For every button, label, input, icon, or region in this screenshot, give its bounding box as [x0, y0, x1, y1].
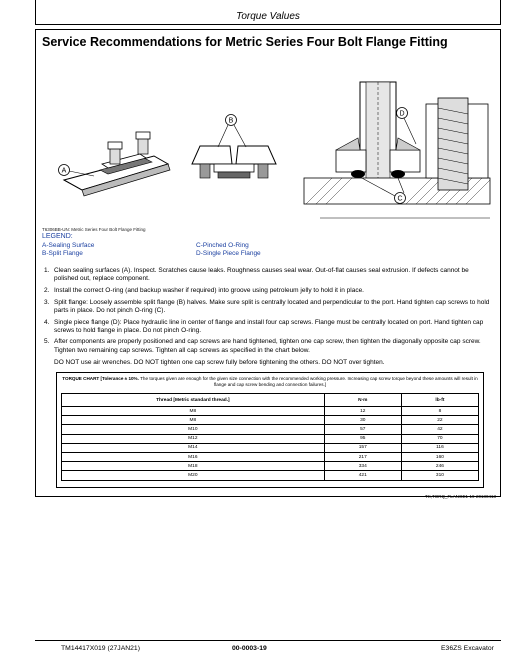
callout-a: A	[61, 167, 67, 175]
column-header: N·m	[324, 394, 401, 407]
footer-model: E36ZS Excavator	[441, 645, 494, 652]
step-item: 1. Clean sealing surfaces (A). Inspect. Scratches cause leaks. Roughness causes seal wear. Out-of-flat causes seal extrusion. If defects cannot be polished out, replace component.	[44, 267, 469, 283]
warning-note: DO NOT use air wrenches. DO NOT tighten one cap screw fully before tightening the others. DO NOT over tighten.	[54, 359, 385, 366]
table-row: M10 57 42	[62, 425, 479, 434]
legend-item: D-Single Piece Flange	[196, 250, 261, 257]
column-header: Thread [Metric standard thread.]	[62, 394, 325, 407]
footer-doc-id: TM14417X019 (27JAN21)	[61, 645, 140, 652]
torque-table	[61, 393, 479, 481]
callout-c: C	[397, 195, 403, 203]
column-header: lb-ft	[401, 394, 478, 407]
legend-item: C-Pinched O-Ring	[196, 242, 249, 249]
section-title: Service Recommendations for Metric Series Four Bolt Flange Fitting	[42, 35, 448, 49]
footer-rule	[35, 640, 501, 641]
callout-b: B	[228, 117, 234, 125]
torque-chart	[56, 372, 484, 488]
reference-code: TX,TORQ_FLANGE1-19-20180413	[425, 494, 496, 499]
table-row: M18 334 246	[62, 462, 479, 471]
step-item: 3. Split flange: Loosely assemble split flange (B) halves. Make sure split is centrally located and perpendicular to the port. Hand tighten cap screws to hold parts in place. Do not pinch O-ring (C).	[44, 298, 490, 314]
footer-page-number: 00-0003-19	[232, 645, 267, 652]
table-row: M20 421 310	[62, 471, 479, 480]
step-item: 5. After components are properly positioned and cap screws are hand tightened, tighten one cap screw, then tighten the diagonally opposite cap screw. Tighten two remaining cap screws. Tighten all cap screws as specified in the chart below.	[44, 338, 481, 354]
flange-illustration-svg	[42, 58, 494, 220]
figure-caption: T6306BB-UN: Metric Series Four Bolt Flange Fitting	[42, 227, 146, 232]
callout-d: D	[399, 110, 405, 118]
flange-cross-section	[302, 82, 492, 218]
table-row: M16 217 160	[62, 452, 479, 461]
top-frame	[35, 0, 501, 25]
table-row: M8 12 8	[62, 407, 479, 416]
table-row: M14 157 116	[62, 443, 479, 452]
content-box	[35, 29, 501, 497]
step-item: 4. Single piece flange (D): Place hydraulic line in center of flange and install four cap screws. Flange must be centrally located on port. Hand tighten cap screws to hold flange in place. Do not pinch O-ring.	[44, 318, 484, 334]
sealing-surface-drawing	[59, 132, 171, 196]
step-item: 2. Install the correct O-ring (and backup washer if required) into groove using petroleum jelly to hold it in place.	[44, 286, 364, 294]
table-row: M8 30 22	[62, 416, 479, 425]
running-head: Torque Values	[236, 11, 300, 22]
procedure-steps	[42, 267, 494, 358]
flange-illustration	[42, 58, 494, 220]
split-flange-drawing	[192, 115, 276, 179]
torque-chart-heading: TORQUE CHART [Tolerance ± 10%. The torques given are enough for the given size connection with the recommended working pressure. Increasing cap screw torque beyond these amounts will result in flange and cap screw bending and connection failures.]	[62, 376, 478, 387]
legend-title: LEGEND:	[42, 233, 73, 240]
legend-item: B-Split Flange	[42, 250, 83, 257]
legend-item: A-Sealing Surface	[42, 242, 95, 249]
table-row: M12 95 70	[62, 434, 479, 443]
